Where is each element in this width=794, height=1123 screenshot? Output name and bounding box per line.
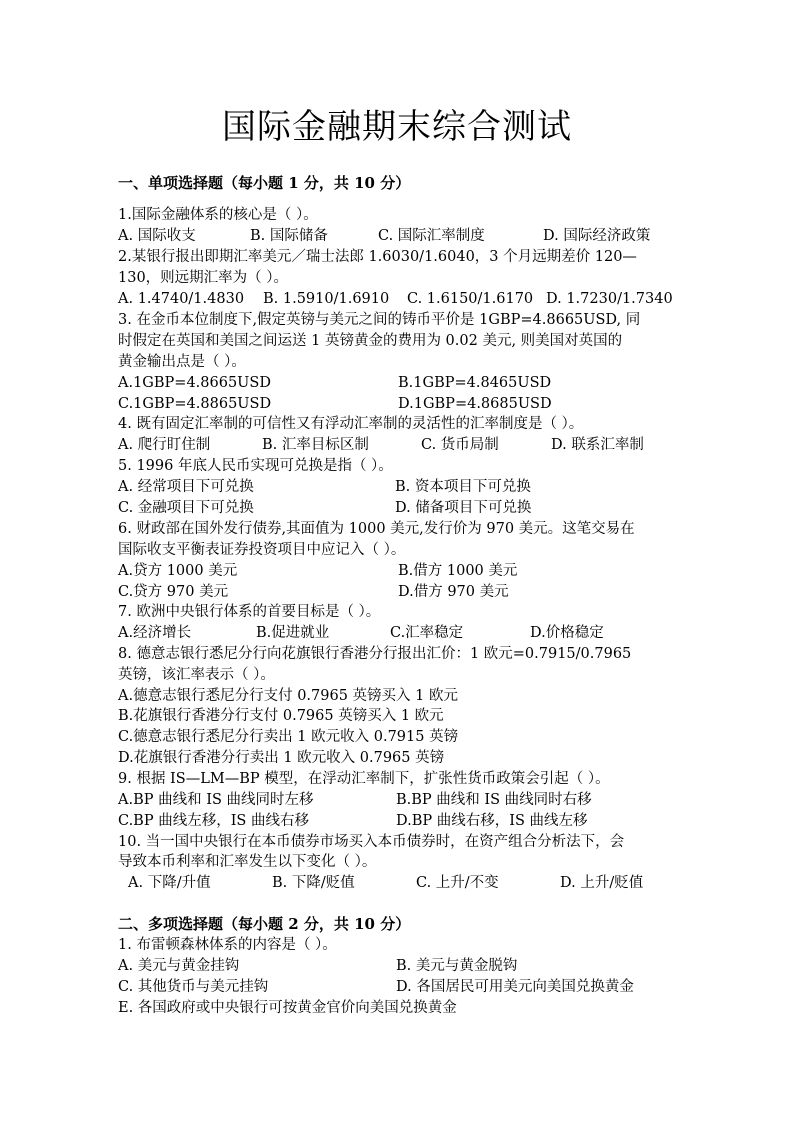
question-5-option-c: C. 金融项目下可兑换 (118, 500, 254, 516)
multi-question-1-option-b: B. 美元与黄金脱钩 (396, 958, 518, 974)
question-9-option-a: A.BP 曲线和 IS 曲线同时左移 (118, 792, 314, 808)
question-1-option-d: D. 国际经济政策 (543, 228, 651, 244)
section-header-single-choice: 一、单项选择题（每小题 1 分，共 10 分） (118, 174, 411, 192)
page-title: 国际金融期末综合测试 (222, 107, 572, 147)
question-2-option-a: A. 1.4740/1.4830 (118, 291, 245, 307)
question-2-option-d: D. 1.7230/1.7340 (546, 291, 673, 307)
question-7-option-c: C.汇率稳定 (390, 625, 464, 641)
question-6-stem-line-1: 6. 财政部在国外发行债券,其面值为 1000 美元,发行价为 970 美元。这笔交易在 (118, 521, 635, 537)
question-8-option-a: A.德意志银行悉尼分行支付 0.7965 英镑买入 1 欧元 (118, 688, 458, 704)
question-1-option-c: C. 国际汇率制度 (378, 228, 485, 244)
question-7-stem: 7. 欧洲中央银行体系的首要目标是（ ）。 (118, 604, 381, 620)
question-3-option-d: D.1GBP=4.8685USD (398, 396, 552, 412)
question-1-option-b: B. 国际储备 (250, 228, 328, 244)
question-2-option-b: B. 1.5910/1.6910 (263, 291, 390, 307)
question-7-option-a: A.经济增长 (118, 625, 192, 641)
multi-question-1-option-d: D. 各国居民可用美元向美国兑换黄金 (396, 979, 634, 995)
question-2-option-c: C. 1.6150/1.6170 (407, 291, 534, 307)
question-6-stem-line-2: 国际收支平衡表证券投资项目中应记入（ ）。 (118, 542, 406, 558)
question-5-option-d: D. 储备项目下可兑换 (395, 500, 532, 516)
question-3-stem-line-1: 3. 在金币本位制度下,假定英镑与美元之间的铸币平价是 1GBP=4.8665USD, 同 (118, 312, 641, 328)
question-1-option-a: A. 国际收支 (118, 228, 196, 244)
question-5-option-a: A. 经常项目下可兑换 (118, 479, 254, 495)
multi-question-1-stem: 1. 布雷顿森林体系的内容是（ ）。 (118, 937, 337, 953)
question-4-option-c: C. 货币局制 (421, 437, 499, 453)
multi-question-1-option-c: C. 其他货币与美元挂钩 (118, 979, 269, 995)
question-8-stem-line-2: 英镑，该汇率表示（ ）。 (118, 667, 275, 683)
question-4-option-a: A. 爬行盯住制 (118, 437, 211, 453)
question-5-option-b: B. 资本项目下可兑换 (395, 479, 531, 495)
question-9-option-d: D.BP 曲线右移，IS 曲线左移 (396, 813, 588, 829)
question-7-option-b: B.促进就业 (256, 625, 330, 641)
question-10-option-a: A. 下降/升值 (128, 875, 211, 891)
question-6-option-c: C.贷方 970 美元 (118, 584, 229, 600)
question-10-option-d: D. 上升/贬值 (560, 875, 644, 891)
question-4-option-d: D. 联系汇率制 (551, 437, 644, 453)
question-6-option-b: B.借方 1000 美元 (398, 563, 518, 579)
question-3-option-b: B.1GBP=4.8465USD (398, 375, 552, 391)
question-10-option-c: C. 上升/不变 (416, 875, 499, 891)
question-10-stem-line-2: 导致本币利率和汇率发生以下变化（ ）。 (118, 854, 377, 870)
question-6-option-d: D.借方 970 美元 (398, 584, 509, 600)
question-9-stem: 9. 根据 IS—LM—BP 模型，在浮动汇率制下，扩张性货币政策会引起（ ）。 (118, 771, 610, 787)
question-3-option-c: C.1GBP=4.8865USD (118, 396, 272, 412)
multi-question-1-option-a: A. 美元与黄金挂钩 (118, 958, 240, 974)
question-10-option-b: B. 下降/贬值 (272, 875, 355, 891)
question-2-stem-line-1: 2.某银行报出即期汇率美元／瑞士法郎 1.6030/1.6040，3 个月远期差价 120— (118, 249, 637, 265)
question-7-option-d: D.价格稳定 (530, 625, 604, 641)
question-3-stem-line-3: 黄金输出点是（ ）。 (118, 354, 246, 370)
question-1-stem: 1.国际金融体系的核心是（ ）。 (118, 207, 318, 223)
question-8-option-b: B.花旗银行香港分行支付 0.7965 英镑买入 1 欧元 (118, 708, 444, 724)
question-5-stem: 5. 1996 年底人民币实现可兑换是指（ ）。 (118, 458, 393, 474)
question-6-option-a: A.贷方 1000 美元 (118, 563, 238, 579)
question-2-stem-line-2: 130，则远期汇率为（ ）。 (118, 270, 289, 286)
question-4-option-b: B. 汇率目标区制 (262, 437, 369, 453)
section-header-multiple-choice: 二、多项选择题（每小题 2 分，共 10 分） (118, 915, 411, 933)
multi-question-1-option-e: E. 各国政府或中央银行可按黄金官价向美国兑换黄金 (118, 1000, 457, 1016)
question-3-option-a: A.1GBP=4.8665USD (118, 375, 271, 391)
question-3-stem-line-2: 时假定在英国和美国之间运送 1 英镑黄金的费用为 0.02 美元, 则美国对英国的 (118, 333, 623, 349)
question-4-stem: 4. 既有固定汇率制的可信性又有浮动汇率制的灵活性的汇率制度是（ ）。 (118, 416, 584, 432)
question-8-option-c: C.德意志银行悉尼分行卖出 1 欧元收入 0.7915 英镑 (118, 729, 459, 745)
question-8-option-d: D.花旗银行香港分行卖出 1 欧元收入 0.7965 英镑 (118, 750, 445, 766)
question-10-stem-line-1: 10. 当一国中央银行在本币债券市场买入本币债券时，在资产组合分析法下，会 (118, 834, 625, 850)
question-9-option-c: C.BP 曲线左移，IS 曲线右移 (118, 813, 309, 829)
question-9-option-b: B.BP 曲线和 IS 曲线同时右移 (396, 792, 592, 808)
question-8-stem-line-1: 8. 德意志银行悉尼分行向花旗银行香港分行报出汇价：1 欧元=0.7915/0.7965 (118, 646, 632, 662)
